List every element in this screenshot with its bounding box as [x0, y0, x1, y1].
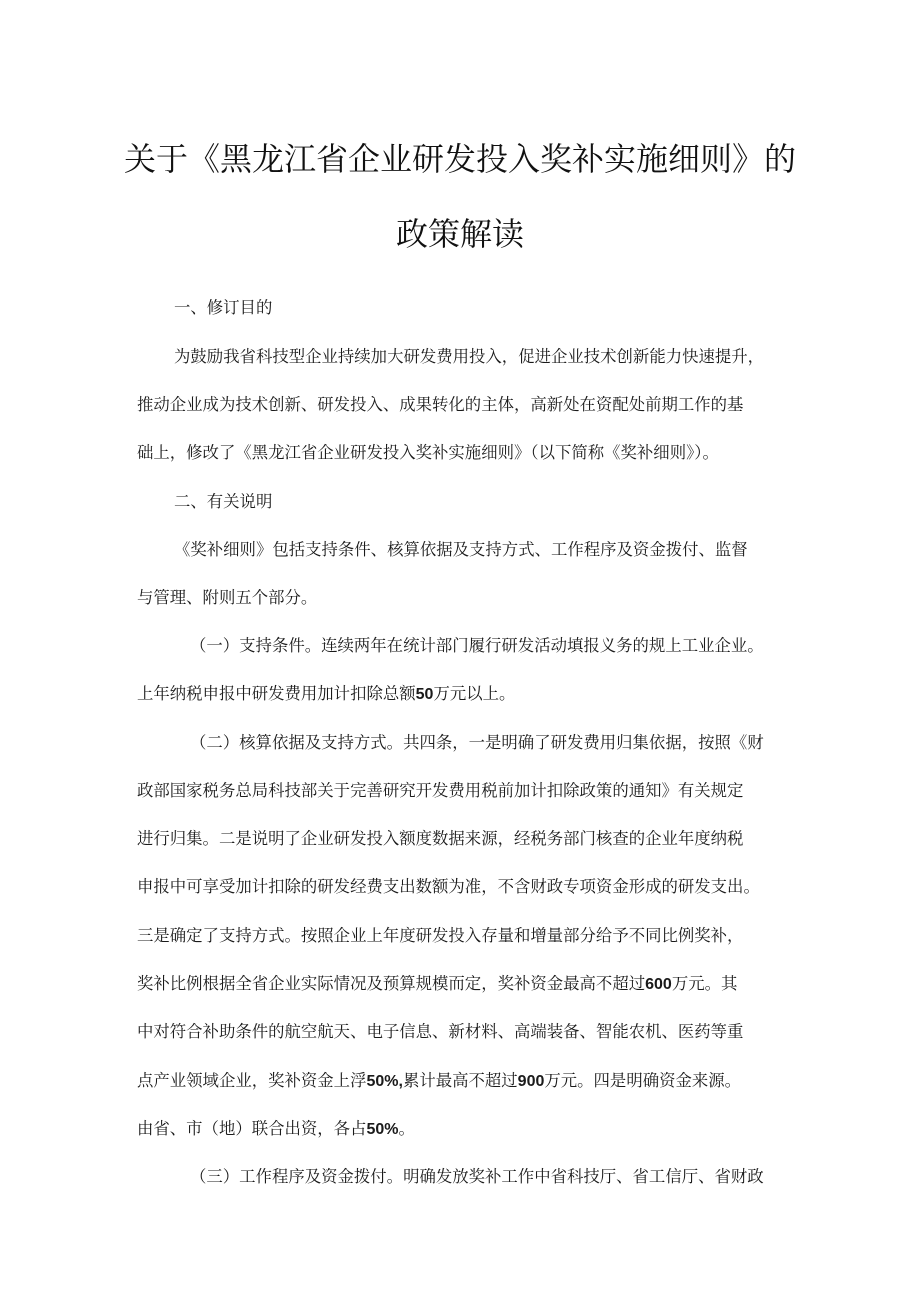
- paragraph-line: （三）工作程序及资金拨付。明确发放奖补工作中省科技厅、省工信厅、省财政: [190, 1167, 764, 1186]
- paragraph-line: 为鼓励我省科技型企业持续加大研发费用投入，促进企业技术创新能力快速提升，: [174, 347, 765, 366]
- line-text: 万元以上。: [433, 684, 516, 703]
- line-text: 上年纳税申报中研发费用加计扣除总额: [137, 684, 416, 703]
- paragraph-line: [137, 972, 737, 997]
- paragraph-line: 政部国家税务总局科技部关于完善研究开发费用税前加计扣除政策的通知》有关规定: [137, 781, 744, 800]
- document-title-line-1: 关于《黑龙江省企业研发投入奖补实施细则》的: [123, 140, 796, 178]
- section-heading-purpose: 一、修订目的: [174, 298, 273, 317]
- paragraph-line: （一）支持条件。连续两年在统计部门履行研发活动填报义务的规上工业企业。: [190, 636, 764, 655]
- paragraph-line: [137, 1117, 415, 1142]
- line-text: 。: [398, 1119, 415, 1138]
- paragraph-line: 础上，修改了《黑龙江省企业研发投入奖补实施细则》（以下简称《奖补细则》）。: [137, 443, 719, 462]
- line-text: 奖补比例根据全省企业实际情况及预算规模而定，奖补资金最高不超过: [137, 974, 646, 993]
- percent-number: 50%: [366, 1121, 399, 1138]
- line-text: 万元。其: [671, 974, 738, 993]
- paragraph-line: 中对符合补助条件的航空航天、电子信息、新材料、高端装备、智能农机、医药等重: [137, 1022, 744, 1041]
- paragraph-line: 《奖补细则》包括支持条件、核算依据及支持方式、工作程序及资金拨付、监督: [174, 540, 748, 559]
- percent-number: 50%,: [366, 1073, 403, 1090]
- paragraph-line: [137, 682, 515, 707]
- line-text: 由省、市（地）联合出资，各占: [137, 1119, 367, 1138]
- section-heading-explanation: 二、有关说明: [174, 492, 273, 511]
- line-text: 累计最高不超过: [402, 1071, 518, 1090]
- amount-number: 900: [517, 1073, 545, 1090]
- paragraph-line: 申报中可享受加计扣除的研发经费支出数额为准，不含财政专项资金形成的研发支出。: [137, 877, 760, 896]
- amount-number: 50: [415, 686, 434, 703]
- line-text: 点产业领域企业，奖补资金上浮: [137, 1071, 367, 1090]
- line-text: 万元。四是明确资金来源。: [544, 1071, 742, 1090]
- document-title-line-2: 政策解读: [395, 215, 524, 253]
- paragraph-line: 与管理、附则五个部分。: [137, 588, 318, 607]
- paragraph-line: （二）核算依据及支持方式。共四条，一是明确了研发费用归集依据，按照《财: [190, 733, 764, 752]
- paragraph-line: 三是确定了支持方式。按照企业上年度研发投入存量和增量部分给予不同比例奖补，: [137, 926, 744, 945]
- paragraph-line: 进行归集。二是说明了企业研发投入额度数据来源，经税务部门核查的企业年度纳税: [137, 829, 744, 848]
- paragraph-line: [137, 1069, 741, 1094]
- paragraph-line: 推动企业成为技术创新、研发投入、成果转化的主体，高新处在资配处前期工作的基: [137, 395, 744, 414]
- amount-number: 600: [645, 976, 672, 993]
